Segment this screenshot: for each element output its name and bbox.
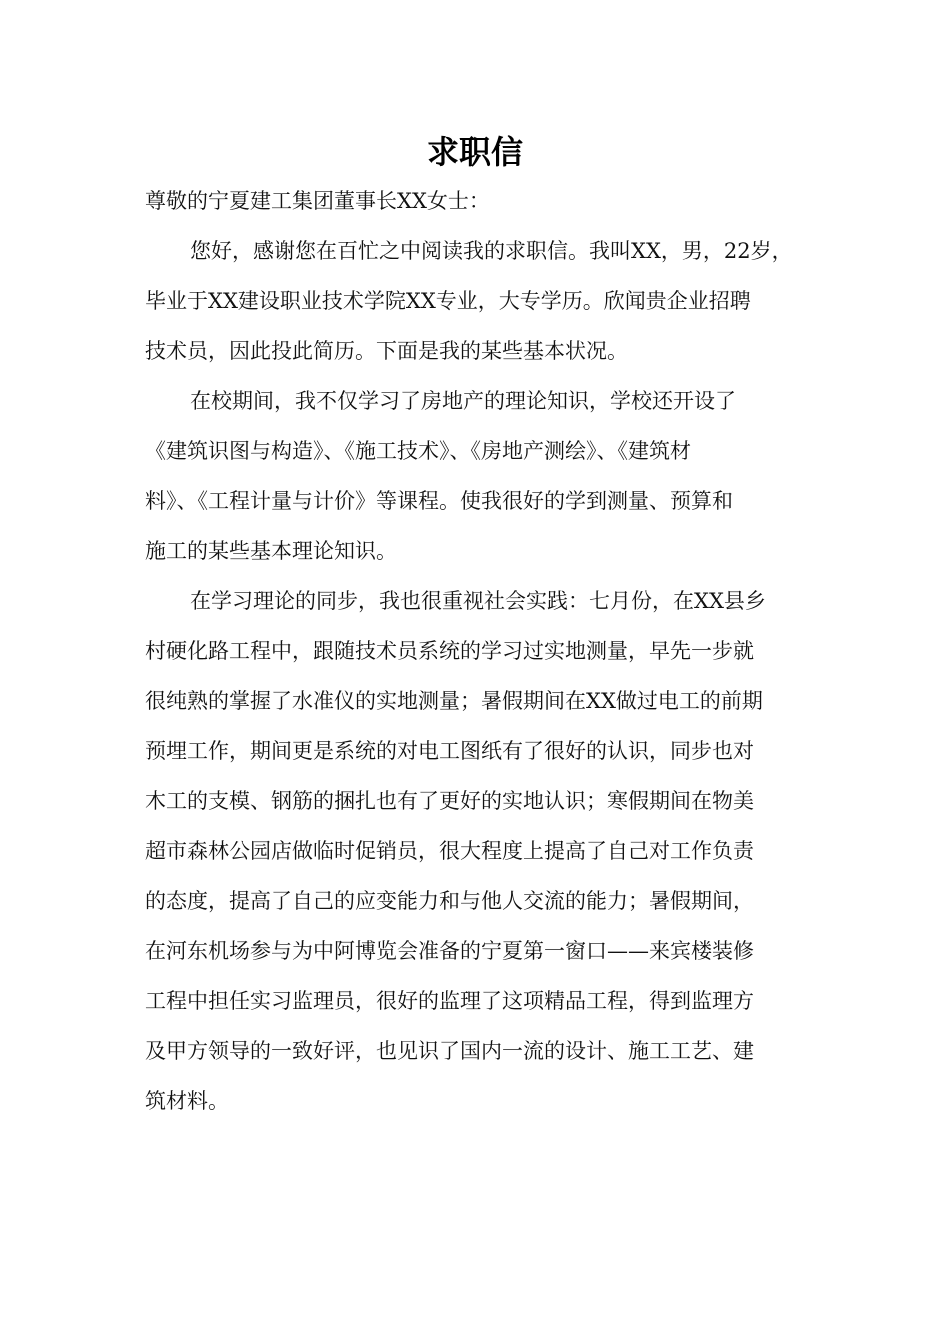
paragraph-line: 料》、《工程计量与计价》等课程。使我很好的学到测量、预算和 (145, 489, 733, 513)
paragraph-line: 木工的支模、钢筋的捆扎也有了更好的实地认识；寒假期间在物美 (145, 789, 754, 813)
paragraph-line: 在学习理论的同步，我也很重视社会实践：七月份，在XX县乡 (190, 589, 766, 613)
paragraph-line: 超市森林公园店做临时促销员，很大程度上提高了自己对工作负责 (145, 839, 754, 863)
paragraph-line: 在河东机场参与为中阿博览会准备的宁夏第一窗口——来宾楼装修 (145, 939, 754, 963)
paragraph-line: 村硬化路工程中，跟随技术员系统的学习过实地测量，早先一步就 (145, 639, 754, 663)
paragraph-line: 很纯熟的掌握了水准仪的实地测量；暑假期间在XX做过电工的前期 (145, 689, 763, 713)
paragraph-line: 在校期间，我不仅学习了房地产的理论知识，学校还开设了 (190, 389, 736, 413)
paragraph-line: 施工的某些基本理论知识。 (145, 539, 397, 563)
paragraph-line: 技术员，因此投此简历。下面是我的某些基本状况。 (145, 339, 628, 363)
paragraph-line: 毕业于XX建设职业技术学院XX专业，大专学历。欣闻贵企业招聘 (145, 289, 751, 313)
salutation: 尊敬的宁夏建工集团董事长XX女士： (145, 189, 490, 213)
paragraph-line: 《建筑识图与构造》、《施工技术》、《房地产测绘》、《建筑材 (145, 439, 691, 463)
page-title: 求职信 (426, 133, 523, 171)
paragraph-line: 您好，感谢您在百忙之中阅读我的求职信。我叫XX，男，22岁， (190, 239, 793, 263)
paragraph-line: 的态度，提高了自己的应变能力和与他人交流的能力；暑假期间， (145, 889, 754, 913)
paragraph-line: 及甲方领导的一致好评，也见识了国内一流的设计、施工工艺、建 (145, 1039, 754, 1063)
paragraph-line: 工程中担任实习监理员，很好的监理了这项精品工程，得到监理方 (145, 989, 754, 1013)
paragraph-line: 筑材料。 (145, 1089, 229, 1113)
paragraph-line: 预埋工作，期间更是系统的对电工图纸有了很好的认识，同步也对 (145, 739, 754, 763)
